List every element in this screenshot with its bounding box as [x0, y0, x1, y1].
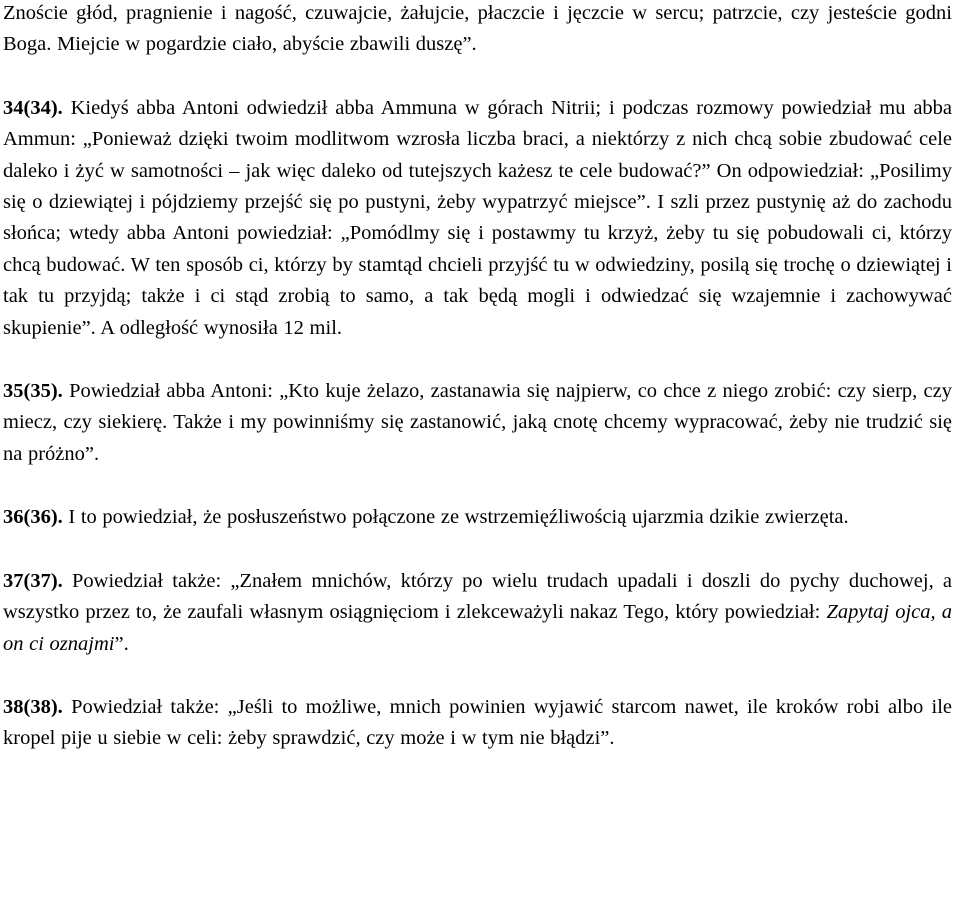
intro-text: Znoście głód, pragnienie i nagość, czuwajcie, żałujcie, płaczcie i jęczcie w sercu; patrzcie, czy jesteście godni Boga. Miejcie w pogardzie ciało, abyście zbawili duszę”.: [3, 2, 952, 56]
saying-37: [3, 566, 952, 660]
saying-number: 36(36).: [3, 506, 63, 529]
saying-text-end: ”.: [114, 632, 129, 655]
saying-36: [3, 502, 952, 533]
saying-quote-italic: Zapytaj ojca, a on ci oznajmi: [3, 601, 952, 655]
saying-number: 35(35).: [3, 380, 63, 403]
saying-number: 37(37).: [3, 569, 63, 592]
saying-number: 38(38).: [3, 695, 63, 718]
saying-text: Kiedyś abba Antoni odwiedził abba Ammuna w górach Nitrii; i podczas rozmowy powiedział mu abba Ammun: „Ponieważ dzięki twoim modlitwom wzrosła liczba braci, a niektórzy z nich chcą sobie zbudować cele daleko i żyć w samotności – jak więc daleko od tutejszych każesz te cele budować?” On odpowiedział: „Posilimy się o dziewiątej i pójdziemy przejść się po pustyni, żeby wypatrzyć miejsce”. I szli przez pustynię aż do zachodu słońca; wtedy abba Antoni powiedział: „Pomódlmy się i postawmy tu krzyż, żeby tu się pobudowali ci, którzy chcą budować. W ten sposób ci, którzy by stamtąd chcieli przyjść tu w odwiedziny, posilą się trochę o dziewiątej i tak tu przyjdą; także i ci stąd zrobią to samo, a tak będą mogli i odwiedzać się wzajemnie i zachowywać skupienie”. A odległość wynosiła 12 mil.: [3, 96, 953, 339]
saying-text: Powiedział abba Antoni: „Kto kuje żelazo, zastanawia się najpierw, co chce z niego zrobić: czy sierp, czy miecz, czy siekierę. Także i my powinniśmy się zastanowić, jaką cnotę chcemy wypracować, żeby nie trudzić się na próżno”.: [3, 380, 952, 465]
intro-paragraph: [3, 0, 952, 61]
saying-text: Powiedział także: „Jeśli to możliwe, mnich powinien wyjawić starcom nawet, ile kroków robi albo ile kropel pije u siebie w celi: żeby sprawdzić, czy może i w tym nie błądzi”.: [3, 695, 953, 750]
saying-34: [3, 93, 952, 344]
saying-38: [3, 692, 952, 755]
saying-text: Powiedział także: „Znałem mnichów, którzy po wielu trudach upadali i doszli do pychy duchowej, a wszystko przez to, że zaufali własnym osiągnięciom i zlekceważyli nakaz Tego, który powiedział:: [3, 569, 953, 624]
saying-35: [3, 376, 952, 470]
saying-text: I to powiedział, że posłuszeństwo połączone ze wstrzemięźliwością ujarzmia dzikie zwierzęta.: [68, 506, 849, 529]
saying-number: 34(34).: [3, 96, 63, 119]
